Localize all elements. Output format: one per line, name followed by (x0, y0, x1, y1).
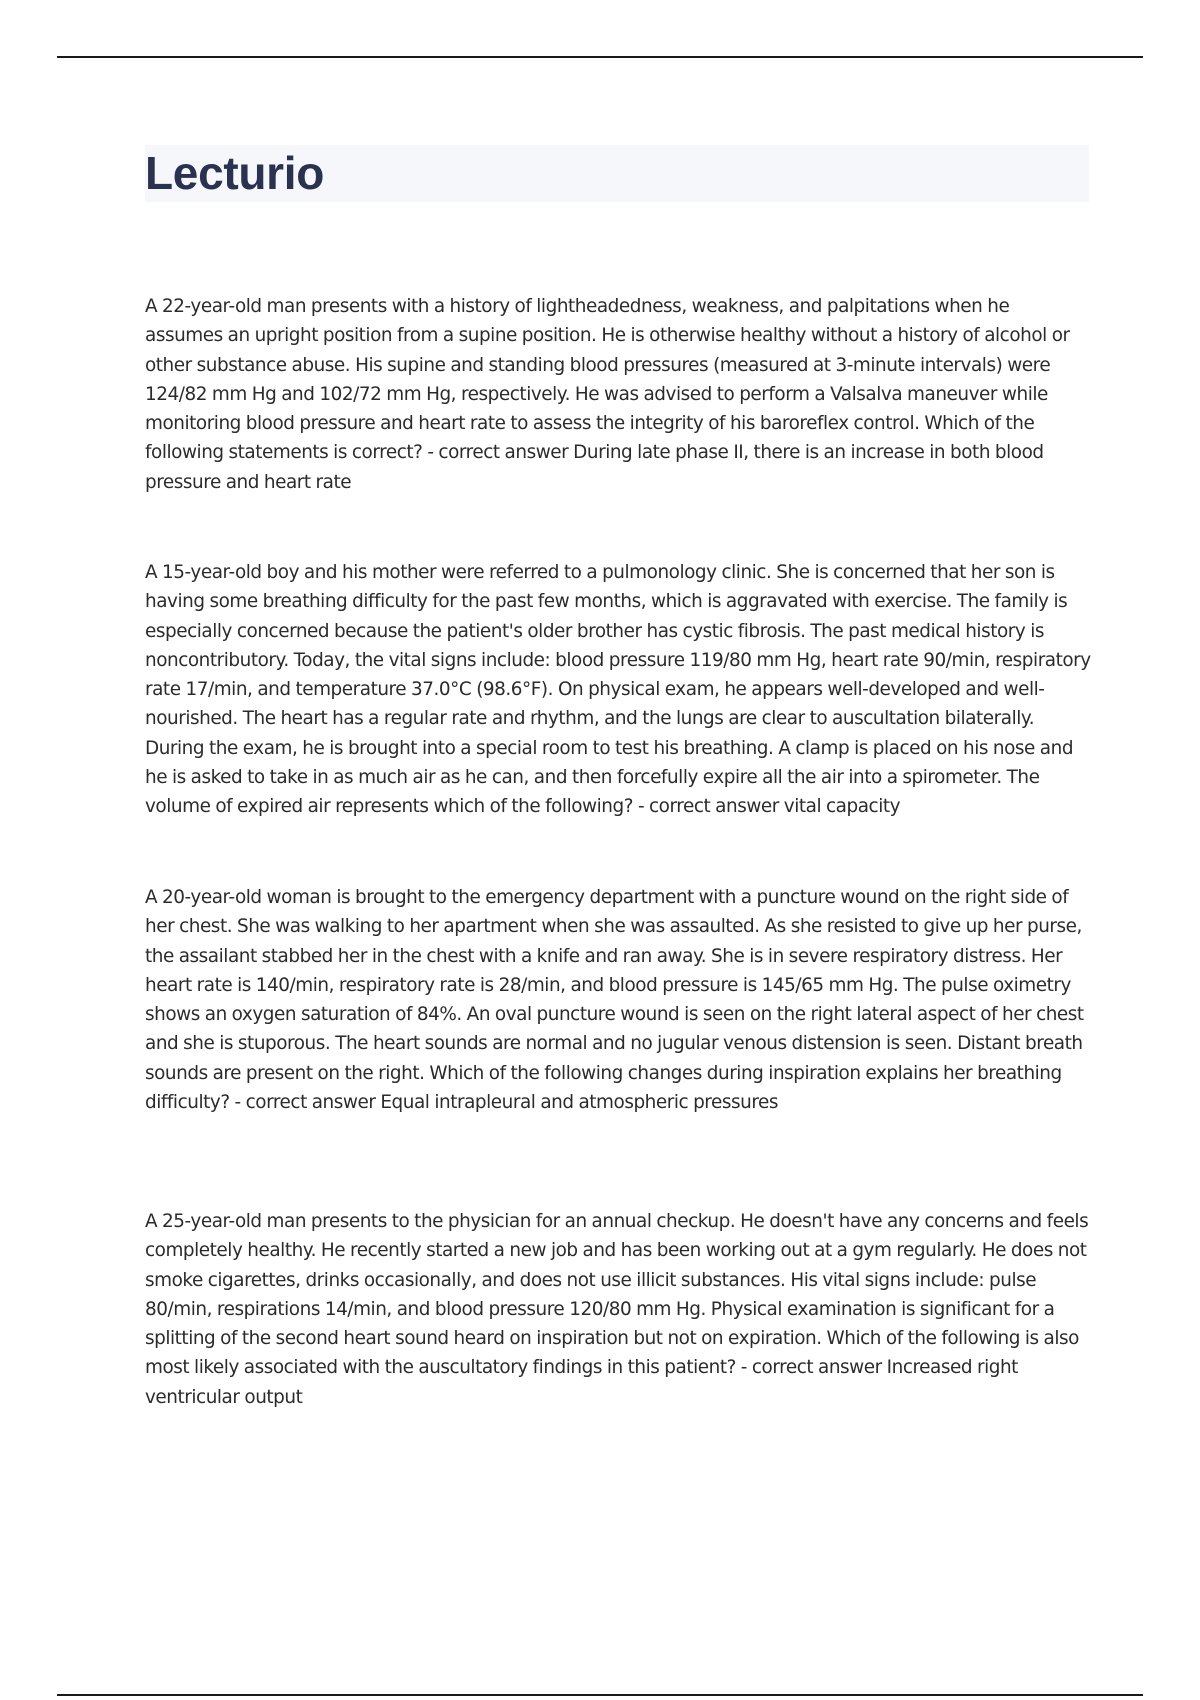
footer-rule (57, 1694, 1143, 1696)
header-rule (57, 56, 1143, 58)
document-title: Lecturio (145, 147, 325, 199)
question-answer-1: A 22-year-old man presents with a history of lightheadedness, weakness, and palpitations when he assumes an upright position from a supine position. He is otherwise healthy without a history of alcohol or other substance abuse. His supine and standing blood pressures (measured at 3-minute intervals) were 124/82 mm Hg and 102/72 mm Hg, respectively. He was advised to perform a Valsalva maneuver while monitoring blood pressure and heart rate to assess the integrity of his baroreflex control. Which of the following statements is correct? - correct answer During late phase II, there is an increase in both blood pressure and heart rate (145, 296, 1070, 493)
question-answer-4: A 25-year-old man presents to the physician for an annual checkup. He doesn't have any concerns and feels completely healthy. He recently started a new job and has been working out at a gym regularly. He does not smoke cigarettes, drinks occasionally, and does not use illicit substances. His vital signs include: pulse 80/min, respirations 14/min, and blood pressure 120/80 mm Hg. Physical examination is significant for a splitting of the second heart sound heard on inspiration but not on expiration. Which of the following is also most likely associated with the auscultatory findings in this patient? - correct answer Increased right ventricular output (145, 1211, 1089, 1408)
question-answer-2: A 15-year-old boy and his mother were referred to a pulmonology clinic. She is concerned that her son is having some breathing difficulty for the past few months, which is aggravated with exercise. The family is especially concerned because the patient's older brother has cystic fibrosis. The past medical history is noncontributory. Today, the vital signs include: blood pressure 119/80 mm Hg, heart rate 90/min, respiratory rate 17/min, and temperature 37.0°C (98.6°F). On physical exam, he appears well-developed and well-nourished. The heart has a regular rate and rhythm, and the lungs are clear to auscultation bilaterally. During the exam, he is brought into a special room to test his breathing. A clamp is placed on his nose and he is asked to take in as much air as he can, and then forcefully expire all the air into a spirometer. The volume of expired air represents which of the following? - correct answer vital capacity (145, 562, 1091, 818)
question-answer-3: A 20-year-old woman is brought to the emergency department with a puncture wound on the right side of her chest. She was walking to her apartment when she was assaulted. As she resisted to give up her purse, the assailant stabbed her in the chest with a knife and ran away. She is in severe respiratory distress. Her heart rate is 140/min, respiratory rate is 28/min, and blood pressure is 145/65 mm Hg. The pulse oximetry shows an oxygen saturation of 84%. An oval puncture wound is seen on the right lateral aspect of her chest and she is stuporous. The heart sounds are normal and no jugular venous distension is seen. Distant breath sounds are present on the right. Which of the following changes during inspiration explains her breathing difficulty? - correct answer Equal intrapleural and atmospheric pressures (145, 887, 1084, 1114)
